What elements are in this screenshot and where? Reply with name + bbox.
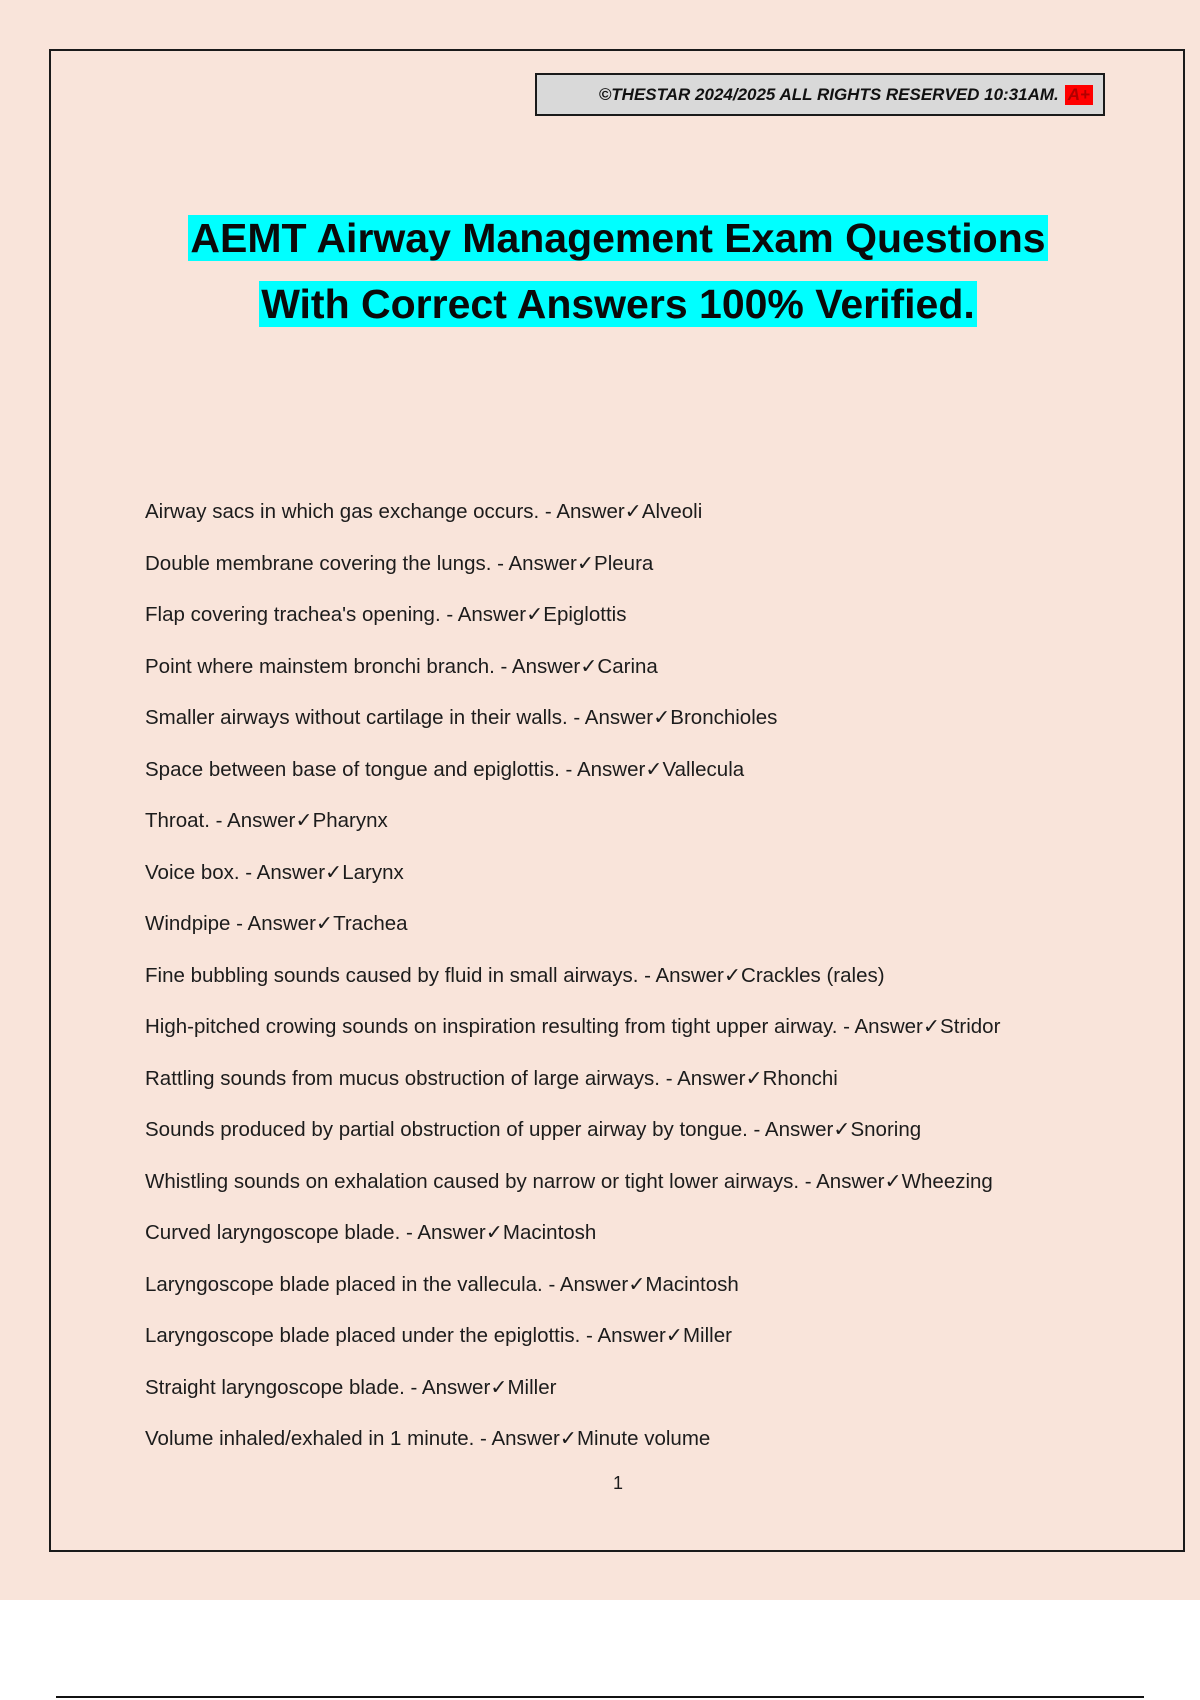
qa-item: Airway sacs in which gas exchange occurs. - Answer✓Alveoli xyxy=(145,500,703,523)
document-title xyxy=(0,205,1200,337)
qa-item: Whistling sounds on exhalation caused by narrow or tight lower airways. - Answer✓Wheezing xyxy=(145,1169,993,1193)
title-line-2: With Correct Answers 100% Verified. xyxy=(261,281,975,327)
copyright-text: ©THESTAR 2024/2025 ALL RIGHTS RESERVED 10:31AM. xyxy=(598,84,1059,104)
qa-item: Fine bubbling sounds caused by fluid in small airways. - Answer✓Crackles (rales) xyxy=(145,963,885,987)
grade-badge: A+ xyxy=(1065,85,1093,105)
qa-item: Laryngoscope blade placed under the epiglottis. - Answer✓Miller xyxy=(145,1324,732,1347)
qa-item: Voice box. - Answer✓Larynx xyxy=(145,860,404,884)
qa-item: Windpipe - Answer✓Trachea xyxy=(145,912,408,935)
qa-item: Sounds produced by partial obstruction of upper airway by tongue. - Answer✓Snoring xyxy=(145,1118,922,1141)
qa-list xyxy=(145,486,1000,1465)
copyright-header xyxy=(535,73,1105,116)
qa-item: Point where mainstem bronchi branch. - Answer✓Carina xyxy=(145,654,658,678)
qa-item: Flap covering trachea's opening. - Answer✓Epiglottis xyxy=(145,603,627,626)
next-page-top-rule xyxy=(56,1696,1144,1698)
qa-item: Volume inhaled/exhaled in 1 minute. - Answer✓Minute volume xyxy=(145,1427,711,1450)
qa-item: Laryngoscope blade placed in the vallecula. - Answer✓Macintosh xyxy=(145,1272,739,1296)
page-number: 1 xyxy=(612,1473,623,1493)
qa-item: Throat. - Answer✓Pharynx xyxy=(145,809,388,832)
qa-item: Space between base of tongue and epiglottis. - Answer✓Vallecula xyxy=(145,757,745,781)
title-line-1: AEMT Airway Management Exam Questions xyxy=(190,215,1046,261)
qa-item: Curved laryngoscope blade. - Answer✓Macintosh xyxy=(145,1221,597,1244)
qa-item: Smaller airways without cartilage in their walls. - Answer✓Bronchioles xyxy=(145,706,778,729)
qa-item: High-pitched crowing sounds on inspiration resulting from tight upper airway. - Answer✓Stridor xyxy=(145,1015,1001,1038)
qa-item: Rattling sounds from mucus obstruction of large airways. - Answer✓Rhonchi xyxy=(145,1066,838,1090)
qa-item: Double membrane covering the lungs. - Answer✓Pleura xyxy=(145,551,654,575)
qa-item: Straight laryngoscope blade. - Answer✓Miller xyxy=(145,1375,557,1399)
